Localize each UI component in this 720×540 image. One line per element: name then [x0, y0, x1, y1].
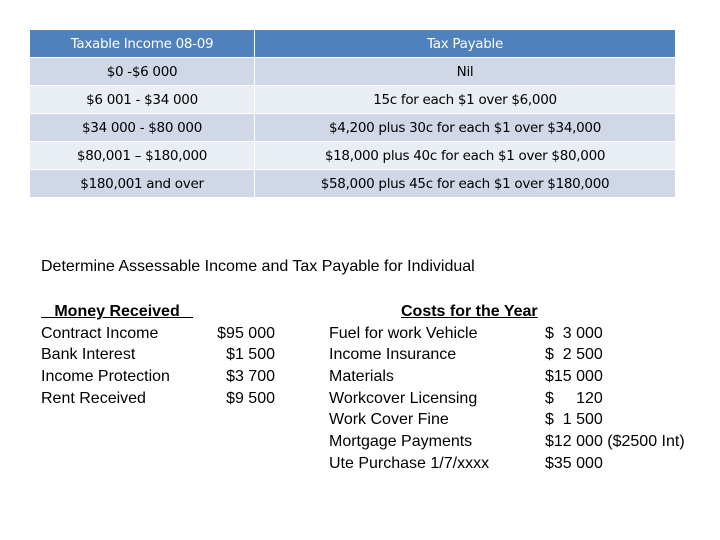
list-item: [329, 409, 685, 431]
list-item: [329, 453, 685, 475]
list-item: [329, 323, 685, 345]
list-item: [41, 366, 275, 388]
tax-payable: $4,200 plus 30c for each $1 over $34,000: [255, 114, 676, 142]
item-value: $12 000 ($2500 Int): [545, 433, 685, 451]
item-label: Materials: [329, 368, 394, 386]
costs-heading: Costs for the Year: [401, 303, 538, 320]
table-row: [30, 86, 676, 114]
list-item: [41, 388, 275, 410]
table-row: [30, 58, 676, 86]
list-item: [329, 366, 685, 388]
header-taxable-income: Taxable Income 08-09: [30, 30, 255, 58]
table-row: [30, 142, 676, 170]
item-value: $9 500: [226, 389, 275, 407]
item-label: Ute Purchase 1/7/xxxx: [329, 454, 490, 472]
money-received-heading: Money Received: [41, 303, 194, 320]
costs-list: [329, 301, 685, 475]
item-value: $35 000: [545, 454, 603, 472]
item-value: $ 1 500: [545, 411, 603, 429]
item-label: Fuel for work Vehicle: [329, 324, 478, 342]
table-header-row: [30, 30, 676, 58]
income-range: $6 001 - $34 000: [30, 86, 255, 114]
header-tax-payable: Tax Payable: [255, 30, 676, 58]
item-value: $3 700: [226, 368, 275, 386]
item-value: $ 3 000: [545, 324, 603, 342]
item-value: $ 2 500: [545, 346, 603, 364]
item-value: $15 000: [545, 368, 603, 386]
item-value: $1 500: [226, 346, 275, 364]
tax-payable: $18,000 plus 40c for each $1 over $80,000: [255, 142, 676, 170]
question-text: Determine Assessable Income and Tax Payable for Individual: [41, 258, 475, 275]
item-value: $95 000: [217, 324, 275, 342]
tax-payable: Nil: [255, 58, 676, 86]
item-value: $ 120: [545, 389, 603, 407]
income-range: $0 -$6 000: [30, 58, 255, 86]
item-label: Contract Income: [41, 324, 159, 342]
tax-payable: 15c for each $1 over $6,000: [255, 86, 676, 114]
table-row: [30, 114, 676, 142]
income-range: $80,001 – $180,000: [30, 142, 255, 170]
item-label: Workcover Licensing: [329, 389, 478, 407]
income-range: $34 000 - $80 000: [30, 114, 255, 142]
tax-payable: $58,000 plus 45c for each $1 over $180,000: [255, 170, 676, 198]
item-label: Mortgage Payments: [329, 433, 473, 451]
income-range: $180,001 and over: [30, 170, 255, 198]
item-label: Rent Received: [41, 389, 146, 407]
list-item: [329, 388, 685, 410]
list-item: [41, 344, 275, 366]
tax-rates-table: [29, 29, 676, 198]
item-label: Bank Interest: [41, 346, 136, 364]
money-received-list: [41, 301, 275, 409]
item-label: Income Protection: [41, 368, 170, 386]
list-item: [41, 323, 275, 345]
item-label: Work Cover Fine: [329, 411, 449, 429]
table-row: [30, 170, 676, 198]
list-item: [329, 431, 685, 453]
item-label: Income Insurance: [329, 346, 457, 364]
list-item: [329, 344, 685, 366]
